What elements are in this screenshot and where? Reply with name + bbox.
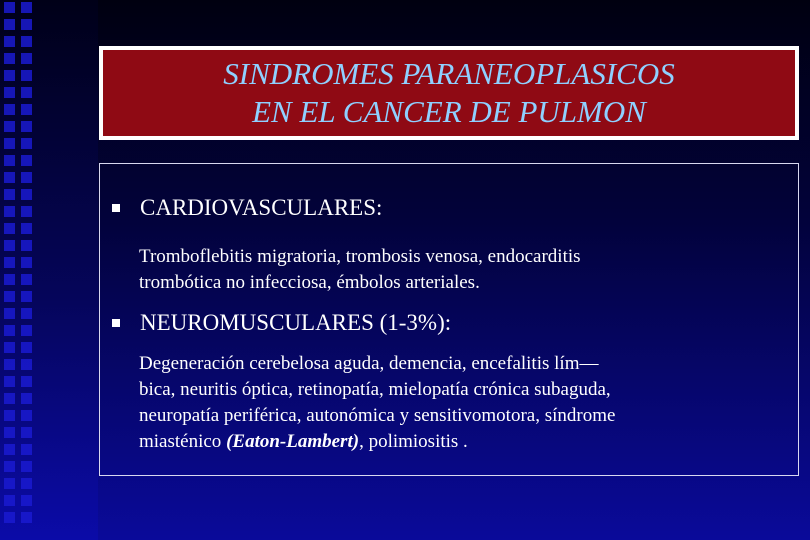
decor-square xyxy=(21,138,32,149)
decor-square xyxy=(21,189,32,200)
body-line-last xyxy=(139,429,615,455)
decor-square xyxy=(21,427,32,438)
decor-square xyxy=(4,274,15,285)
decor-square xyxy=(4,2,15,13)
decor-square xyxy=(4,478,15,489)
decor-square xyxy=(4,393,15,404)
decor-square xyxy=(21,376,32,387)
decor-square xyxy=(4,325,15,336)
decor-square xyxy=(21,240,32,251)
decor-square xyxy=(4,138,15,149)
body-line: neuropatía periférica, autonómica y sensitivomotora, síndrome xyxy=(139,405,616,426)
decor-square xyxy=(21,257,32,268)
body-text: , polimiositis . xyxy=(359,431,468,452)
decor-square xyxy=(21,87,32,98)
decor-square xyxy=(4,291,15,302)
decor-square xyxy=(4,308,15,319)
section-body xyxy=(139,244,581,296)
section-heading: CARDIOVASCULARES: xyxy=(140,195,383,220)
content-frame xyxy=(99,163,799,476)
decor-square xyxy=(4,427,15,438)
decor-square xyxy=(4,257,15,268)
decor-square xyxy=(21,206,32,217)
body-line: trombótica no infecciosa, émbolos arteriales. xyxy=(139,272,480,293)
decor-square xyxy=(21,512,32,523)
decor-square xyxy=(21,342,32,353)
decor-square xyxy=(21,308,32,319)
square-column xyxy=(21,2,32,523)
decor-square xyxy=(4,359,15,370)
decor-square xyxy=(4,172,15,183)
decor-square xyxy=(4,155,15,166)
decor-square xyxy=(4,240,15,251)
square-column xyxy=(4,2,15,523)
section-heading: NEUROMUSCULARES (1-3%): xyxy=(140,310,452,335)
section-body xyxy=(139,351,615,455)
decor-square xyxy=(4,495,15,506)
decor-square xyxy=(21,359,32,370)
decor-square xyxy=(21,325,32,336)
decor-square xyxy=(21,461,32,472)
decor-square xyxy=(4,376,15,387)
decor-square xyxy=(21,291,32,302)
body-line: bica, neuritis óptica, retinopatía, mielopatía crónica subaguda, xyxy=(139,379,611,400)
decor-square xyxy=(4,87,15,98)
decor-square xyxy=(4,19,15,30)
eponym-text: (Eaton-Lambert) xyxy=(226,431,360,452)
decor-square xyxy=(21,53,32,64)
decor-square xyxy=(4,461,15,472)
decor-square xyxy=(21,104,32,115)
body-text: miasténico xyxy=(139,431,227,452)
decor-square xyxy=(21,172,32,183)
decor-square xyxy=(4,512,15,523)
decorative-square-strip xyxy=(0,0,98,540)
decor-square xyxy=(21,410,32,421)
decor-square xyxy=(21,223,32,234)
decor-square xyxy=(4,189,15,200)
body-line: Tromboflebitis migratoria, trombosis venosa, endocarditis xyxy=(139,246,581,267)
decor-square xyxy=(4,36,15,47)
bullet-square-icon xyxy=(112,319,120,327)
decor-square xyxy=(4,104,15,115)
decor-square xyxy=(4,444,15,455)
decor-square xyxy=(4,223,15,234)
decor-square xyxy=(21,478,32,489)
bullet-square-icon xyxy=(112,204,120,212)
decor-square xyxy=(4,342,15,353)
bullet-cardiovasculares xyxy=(112,195,382,221)
decor-square xyxy=(21,444,32,455)
decor-square xyxy=(21,393,32,404)
decor-square xyxy=(21,121,32,132)
title-frame xyxy=(99,46,799,140)
decor-square xyxy=(4,53,15,64)
decor-square xyxy=(21,2,32,13)
decor-square xyxy=(21,19,32,30)
decor-square xyxy=(21,70,32,81)
decor-square xyxy=(4,206,15,217)
decor-square xyxy=(21,36,32,47)
title-line-2: EN EL CANCER DE PULMON xyxy=(252,94,646,129)
body-line: Degeneración cerebelosa aguda, demencia, encefalitis lím— xyxy=(139,353,599,374)
decor-square xyxy=(21,274,32,285)
decor-square xyxy=(4,121,15,132)
decor-square xyxy=(4,410,15,421)
title-line-1: SINDROMES PARANEOPLASICOS xyxy=(223,56,675,91)
bullet-neuromusculares xyxy=(112,310,451,336)
decor-square xyxy=(21,495,32,506)
decor-square xyxy=(21,155,32,166)
title-banner xyxy=(103,50,795,136)
decor-square xyxy=(4,70,15,81)
